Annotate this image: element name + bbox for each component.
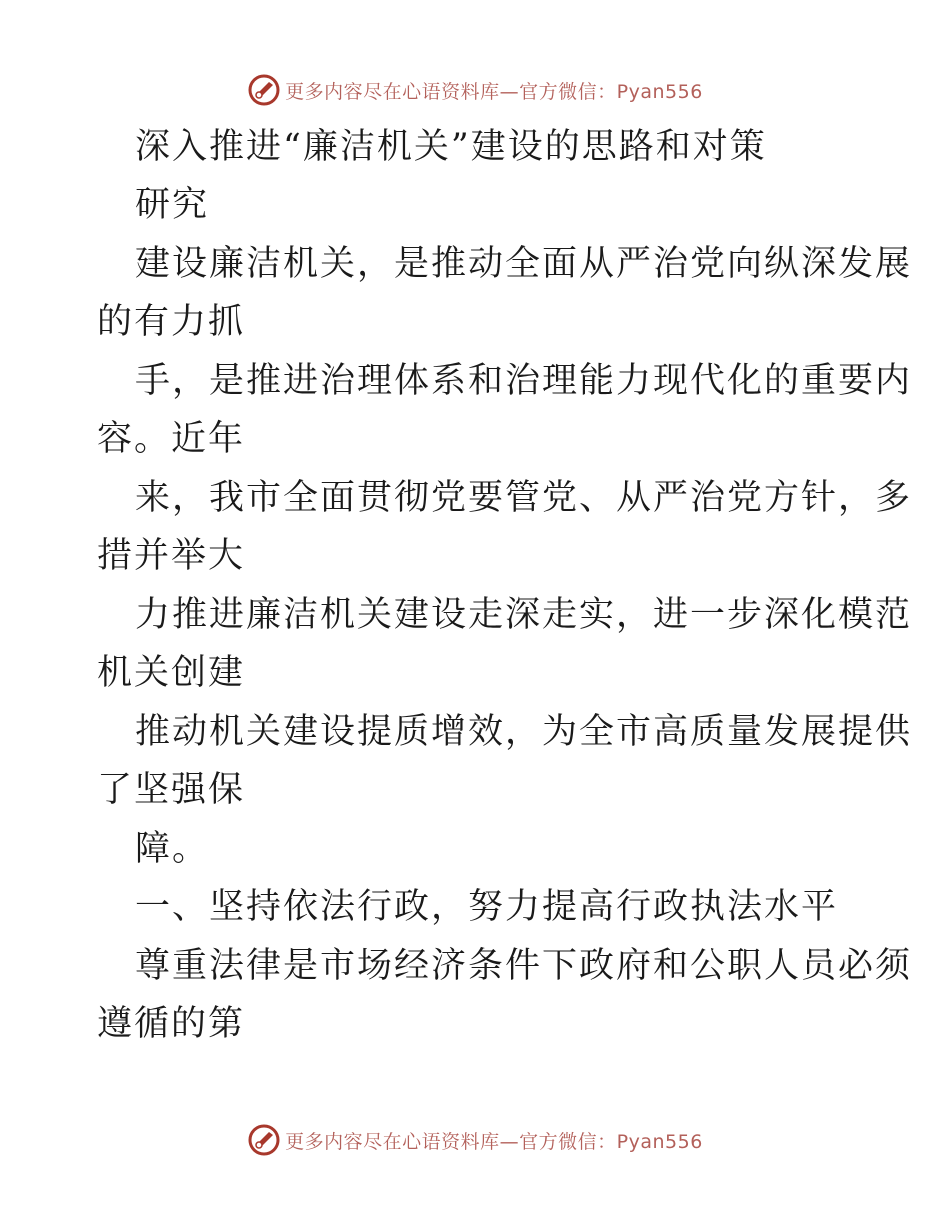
section-heading: 一、坚持依法行政，努力提高行政执法水平 — [135, 887, 839, 927]
footer-banner — [0, 1120, 950, 1160]
paragraph-line: 遵循的第 — [97, 1004, 246, 1044]
paragraph-line: 来，我市全面贯彻党要管党、从严治党方针，多 — [135, 478, 913, 518]
paragraph-line: 建设廉洁机关，是推动全面从严治党向纵深发展 — [135, 244, 913, 284]
paragraph-line: 推动机关建设提质增效，为全市高质量发展提供 — [135, 712, 913, 752]
footer-banner-text: 更多内容尽在心语资料库—官方微信：Pyan556 — [285, 1130, 703, 1153]
paragraph-line: 措并举大 — [97, 536, 246, 576]
seal-logo-icon — [247, 1123, 281, 1157]
paragraph-line: 力推进廉洁机关建设走深走实，进一步深化模范 — [135, 595, 913, 635]
paragraph-line: 容。近年 — [97, 419, 246, 459]
paragraph-line: 手，是推进治理体系和治理能力现代化的重要内 — [135, 361, 913, 401]
header-banner — [0, 70, 950, 110]
header-banner-text: 更多内容尽在心语资料库—官方微信：Pyan556 — [285, 80, 703, 103]
paragraph-line: 的有力抓 — [97, 302, 246, 342]
document-title-line-1: 深入推进“廉洁机关”建设的思路和对策 — [135, 127, 767, 167]
paragraph-line: 机关创建 — [97, 653, 246, 693]
paragraph-line: 尊重法律是市场经济条件下政府和公职人员必须 — [135, 946, 913, 986]
document-title-line-2: 研究 — [135, 185, 210, 225]
seal-logo-icon — [247, 73, 281, 107]
paragraph-line: 障。 — [135, 829, 210, 869]
paragraph-line: 了坚强保 — [97, 770, 246, 810]
